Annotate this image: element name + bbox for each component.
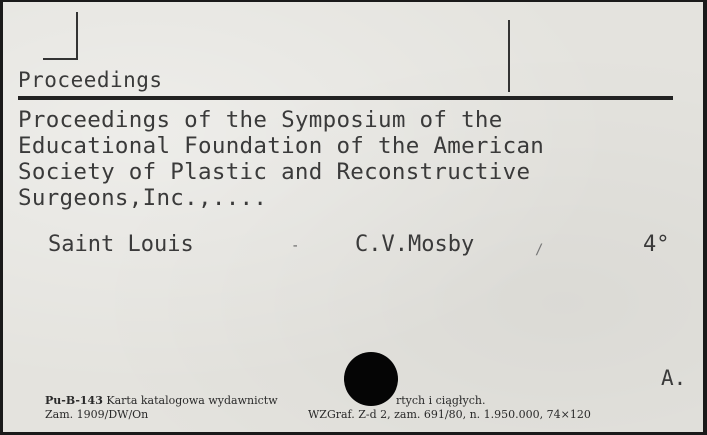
printed-footer-line1-end: rtych i ciągłych. <box>396 394 486 407</box>
corner-mark-vertical <box>76 12 78 60</box>
form-description: Karta katalogowa wydawnictw <box>106 394 278 407</box>
punch-hole <box>344 352 398 406</box>
catalog-card <box>3 2 703 432</box>
printed-footer-line1 <box>45 394 278 407</box>
stray-dash-mark: - <box>291 238 300 254</box>
heading-rule <box>18 96 673 100</box>
imprint-format: 4° <box>643 232 670 257</box>
stray-slash-mark: / <box>535 242 544 258</box>
corner-letter: A. <box>661 366 687 390</box>
printed-footer-order: Zam. 1909/DW/On <box>45 408 149 421</box>
imprint-place: Saint Louis <box>48 232 194 257</box>
corner-mark-horizontal <box>43 58 78 60</box>
printed-footer-print-info: WZGraf. Z-d 2, zam. 691/80, n. 1.950.000, 74×120 <box>308 408 591 421</box>
card-title: Proceedings of the Symposium of the Educational Foundation of the American Society of Plastic and Reconstructive Surgeons,Inc.,.... <box>18 107 545 211</box>
form-code: Pu-B-143 <box>45 394 103 407</box>
imprint-publisher: C.V.Mosby <box>355 232 475 257</box>
card-heading: Proceedings <box>18 68 163 92</box>
right-vertical-rule <box>508 20 510 92</box>
